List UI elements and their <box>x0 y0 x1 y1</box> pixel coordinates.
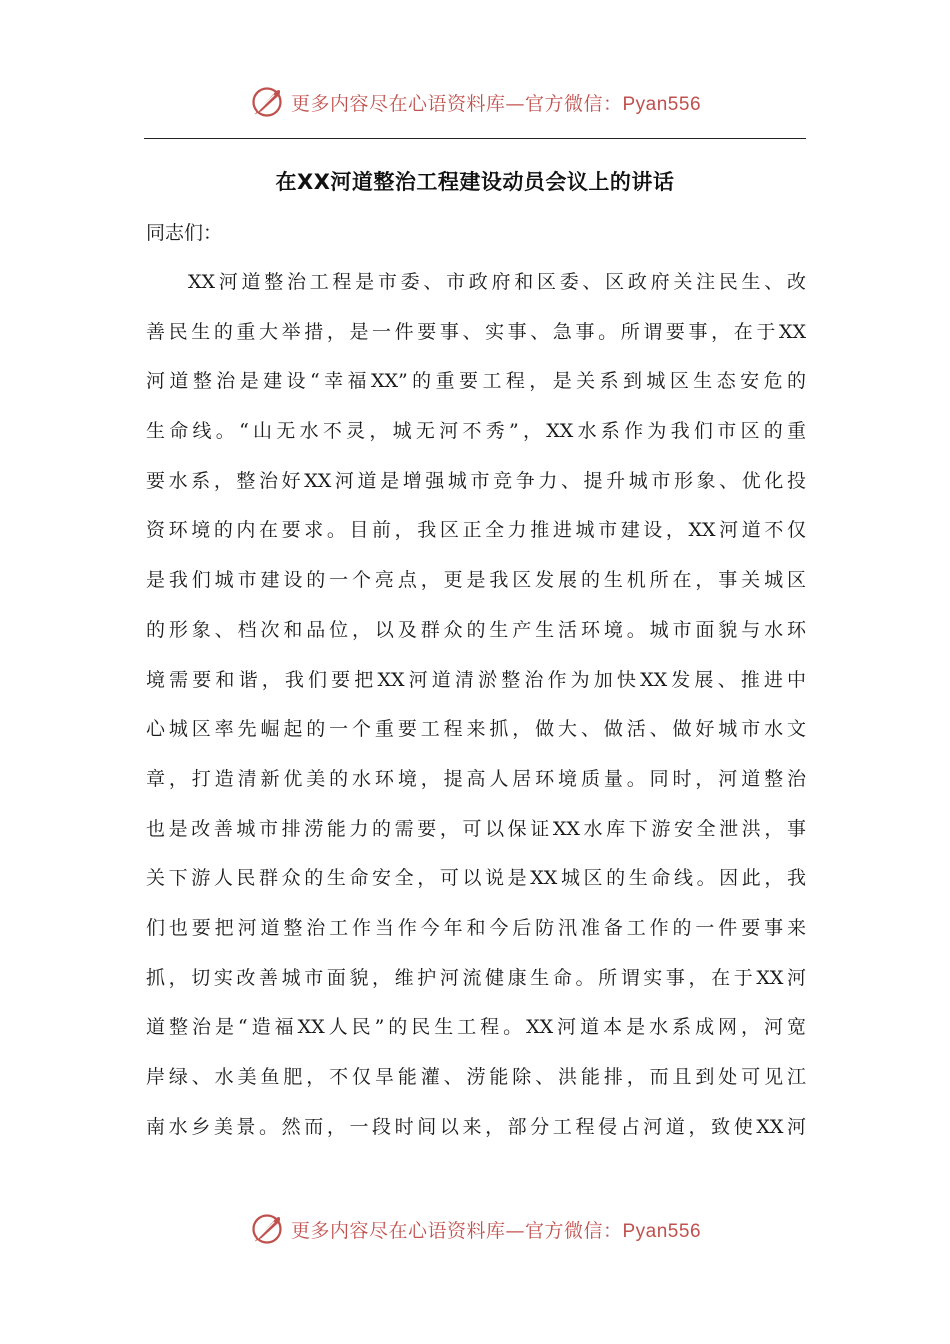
body-line: 生命线。“山无水不灵，城无河不秀”，XX水系作为我们市区的重 <box>146 420 806 443</box>
quill-logo-icon <box>249 1211 285 1247</box>
salutation: 同志们： <box>146 222 223 244</box>
body-line: 道整治是“造福XX人民”的民生工程。XX河道本是水系成网，河宽 <box>146 1016 806 1039</box>
header-banner-text <box>291 89 701 116</box>
document-title: 在XX河道整治工程建设动员会议上的讲话 <box>275 170 675 194</box>
header-banner-label: 更多内容尽在心语资料库—官方微信： <box>290 92 623 115</box>
footer-banner-handle: Pyan556 <box>622 1220 702 1242</box>
body-line: 章，打造清新优美的水环境，提高人居环境质量。同时，河道整治 <box>146 767 806 790</box>
body-line: 境需要和谐，我们要把XX河道清淤整治作为加快XX发展、推进中 <box>146 668 806 691</box>
body-line: 们也要把河道整治工作当作今年和今后防汛准备工作的一件要事来 <box>146 916 806 939</box>
header-banner-handle: Pyan556 <box>622 93 702 115</box>
body-line: 资环境的内在要求。目前，我区正全力推进城市建设，XX河道不仅 <box>146 519 806 542</box>
header-divider <box>144 138 806 139</box>
header-banner <box>0 84 950 120</box>
body-line: 抓，切实改善城市面貌，维护河流健康生命。所谓实事，在于XX河 <box>146 966 806 989</box>
body-line: 要水系，整治好XX河道是增强城市竞争力、提升城市形象、优化投 <box>146 469 806 492</box>
body-line: 的形象、档次和品位，以及群众的生产生活环境。城市面貌与水环 <box>146 618 806 641</box>
body-paragraph <box>146 264 806 1158</box>
body-line: 心城区率先崛起的一个重要工程来抓，做大、做活、做好城市水文 <box>146 718 806 741</box>
quill-logo-icon <box>249 84 285 120</box>
body-line: 是我们城市建设的一个亮点，更是我区发展的生机所在，事关城区 <box>146 569 806 592</box>
footer-banner <box>0 1211 950 1247</box>
body-line: XX河道整治工程是市委、市政府和区委、区政府关注民生、改 <box>188 271 806 293</box>
body-line: 南水乡美景。然而，一段时间以来，部分工程侵占河道，致使XX河 <box>146 1115 806 1138</box>
body-line: 岸绿、水美鱼肥，不仅旱能灌、涝能除、洪能排，而且到处可见江 <box>146 1066 806 1088</box>
body-line: 也是改善城市排涝能力的需要，可以保证XX水库下游安全泄洪，事 <box>146 817 806 840</box>
footer-banner-text <box>291 1216 701 1243</box>
body-line: 河道整治是建设“幸福XX”的重要工程，是关系到城区生态安危的 <box>146 370 806 393</box>
body-line: 善民生的重大举措，是一件要事、实事、急事。所谓要事，在于XX <box>146 320 806 343</box>
footer-banner-label: 更多内容尽在心语资料库—官方微信： <box>290 1219 623 1242</box>
body-line: 关下游人民群众的生命安全，可以说是XX城区的生命线。因此，我 <box>146 867 806 890</box>
